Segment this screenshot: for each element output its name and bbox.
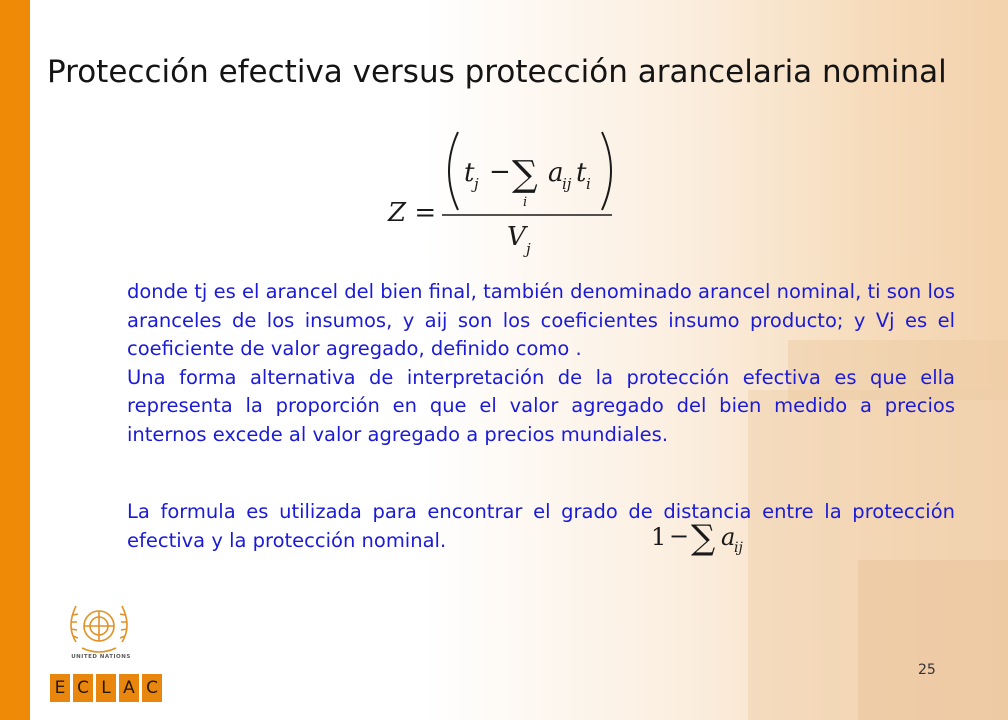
svg-text:i: i [586, 175, 591, 193]
formula-lhs: Z = [388, 198, 437, 228]
summation-symbol: ∑ [512, 154, 538, 195]
svg-text:V: V [507, 222, 526, 252]
slide-title: Protección efectiva versus protección arancelaria nominal [47, 54, 947, 90]
eclac-letter: A [119, 674, 139, 702]
effective-protection-formula [382, 124, 622, 264]
eclac-letter: L [96, 674, 116, 702]
united-nations-label: UNITED NATIONS [71, 654, 131, 660]
paragraph-interpretation: Una forma alternativa de interpretación de la protección efectiva es que ella representa la proporción en que el valor agregado del bien medido a precios internos excede al valor agregado a precios mundiales. [127, 365, 955, 446]
paragraph-definitions: donde tj es el arancel del bien final, también denominado arancel nominal, ti son los aranceles de los insumos, y aij son los coeficientes insumo producto; y Vj es el coeficiente de valor agregado, definido como . [127, 280, 955, 360]
svg-text:i: i [523, 195, 528, 210]
svg-text:ij: ij [734, 540, 743, 556]
paragraph-formula-use: La formula es utilizada para encontrar el grado de distancia entre la protección efectiva y la protección nominal. [127, 500, 955, 552]
svg-text:t: t [576, 158, 587, 188]
slide-body [127, 278, 955, 555]
eclac-letter: C [73, 674, 93, 702]
svg-text:j: j [526, 240, 531, 258]
svg-text:a: a [548, 158, 564, 188]
svg-text:−: − [669, 522, 690, 550]
eclac-logo [50, 674, 162, 702]
united-nations-emblem-icon [58, 598, 140, 662]
eclac-letter: C [142, 674, 162, 702]
svg-text:1: 1 [651, 523, 667, 551]
svg-text:j: j [474, 175, 479, 193]
eclac-letter: E [50, 674, 70, 702]
svg-text:ij: ij [562, 175, 572, 193]
svg-text:t: t [464, 158, 475, 188]
svg-text:a: a [721, 523, 736, 551]
summation-symbol: ∑ [691, 518, 716, 557]
svg-text:−: − [489, 157, 511, 187]
left-accent-bar [0, 0, 30, 720]
value-added-formula [645, 515, 765, 557]
page-number: 25 [918, 662, 936, 678]
